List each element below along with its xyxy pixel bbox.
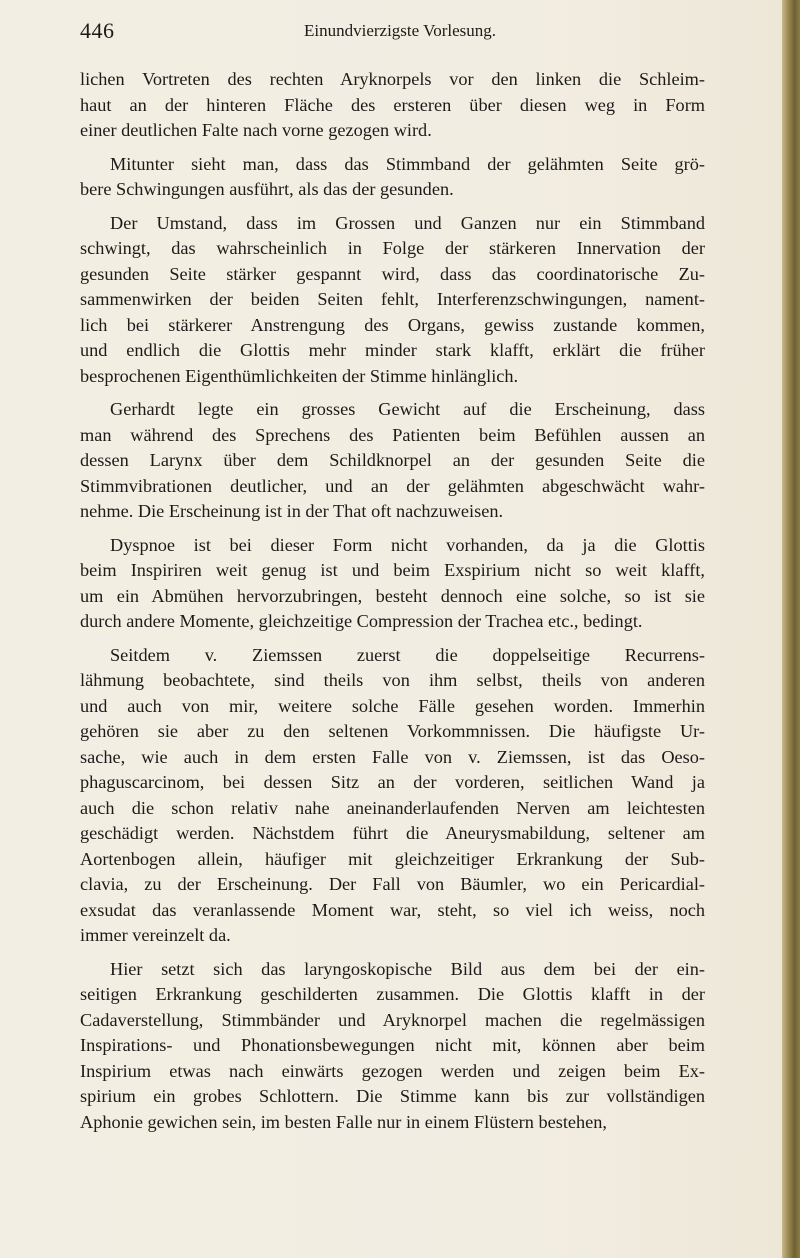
text-line: besprochenen Eigenthümlichkeiten der Stimme hinlänglich. xyxy=(80,365,519,386)
text-line: schwingt, das wahrscheinlich in Folge der stärkeren Innervation der xyxy=(80,238,705,258)
text-line: Mitunter sieht man, dass das Stimmband der gelähmten Seite grö- xyxy=(110,153,705,174)
text-line: Stimmvibrationen deutlicher, und an der gelähmten abgeschwächt wahr- xyxy=(80,475,705,496)
text-line: lichen Vortreten des rechten Aryknorpels vor den linken die Schleim- xyxy=(80,69,705,89)
paragraph-gap xyxy=(80,389,705,397)
paragraph xyxy=(80,643,705,949)
text-line: phaguscarcinom, bei dessen Sitz an der vorderen, seitlichen Wand ja xyxy=(80,772,705,792)
paragraph xyxy=(80,397,705,525)
text-line: clavia, zu der Erscheinung. Der Fall von Bäumler, wo ein Pericardial- xyxy=(80,874,705,894)
text-line: haut an der hinteren Fläche des ersteren über diesen weg in Form xyxy=(80,94,705,115)
text-line: auch die schon relativ nahe aneinanderlaufenden Nerven am leichtesten xyxy=(80,797,705,818)
text-line: nehme. Die Erscheinung ist in der That oft nachzuweisen. xyxy=(80,501,504,521)
paragraph xyxy=(80,211,705,390)
text-line: lähmung beobachtete, sind theils von ihm selbst, theils von anderen xyxy=(80,670,705,690)
paragraph xyxy=(80,152,705,203)
page-header xyxy=(80,18,720,48)
text-line: Dyspnoe ist bei dieser Form nicht vorhanden, da ja die Glottis xyxy=(110,534,705,555)
text-line: gehören sie aber zu den seltenen Vorkommnissen. Die häufigste Ur- xyxy=(80,721,705,741)
text-line: immer vereinzelt da. xyxy=(80,925,231,945)
text-line: Inspirations- und Phonationsbewegungen nicht mit, können aber beim xyxy=(80,1035,705,1055)
text-line: Cadaverstellung, Stimmbänder und Aryknorpel machen die regelmässigen xyxy=(80,1009,705,1030)
text-line: Der Umstand, dass im Grossen und Ganzen nur ein Stimmband xyxy=(110,212,705,233)
page-number: 446 xyxy=(80,18,115,43)
text-line: durch andere Momente, gleichzeitige Compression der Trachea etc., bedingt. xyxy=(80,611,643,631)
paragraph xyxy=(80,533,705,635)
text-line: beim Inspiriren weit genug ist und beim Exspirium nicht so weit klafft, xyxy=(80,560,705,580)
paragraph-gap xyxy=(80,635,705,643)
paragraph-gap xyxy=(80,144,705,152)
paragraph xyxy=(80,67,705,144)
text-line: seitigen Erkrankung geschilderten zusammen. Die Glottis klafft in der xyxy=(80,984,705,1004)
body-text xyxy=(80,67,705,1135)
text-line: Hier setzt sich das laryngoskopische Bild aus dem bei der ein- xyxy=(110,958,705,979)
paragraph-gap xyxy=(80,525,705,533)
text-line: bere Schwingungen ausführt, als das der gesunden. xyxy=(80,179,454,199)
text-line: exsudat das veranlassende Moment war, steht, so viel ich weiss, noch xyxy=(80,899,705,920)
paragraph-gap xyxy=(80,203,705,211)
text-line: spirium ein grobes Schlottern. Die Stimme kann bis zur vollständigen xyxy=(80,1086,705,1106)
text-line: Gerhardt legte ein grosses Gewicht auf die Erscheinung, dass xyxy=(110,399,705,419)
text-line: lich bei stärkerer Anstrengung des Organs, gewiss zustande kommen, xyxy=(80,314,705,335)
text-line: einer deutlichen Falte nach vorne gezogen wird. xyxy=(80,120,432,140)
text-line: sammenwirken der beiden Seiten fehlt, Interferenzschwingungen, nament- xyxy=(80,289,705,309)
paragraph-gap xyxy=(80,949,705,957)
text-line: Aphonie gewichen sein, im besten Falle nur in einem Flüstern bestehen, xyxy=(80,1111,607,1132)
text-line: um ein Abmühen hervorzubringen, besteht dennoch eine solche, so ist sie xyxy=(80,585,705,606)
text-line: und endlich die Glottis mehr minder stark klafft, erklärt die früher xyxy=(80,340,705,360)
text-line: Inspirium etwas nach einwärts gezogen werden und zeigen beim Ex- xyxy=(80,1060,705,1081)
text-line: und auch von mir, weitere solche Fälle gesehen worden. Immerhin xyxy=(80,695,705,716)
running-head: Einundvierzigste Vorlesung. xyxy=(303,21,496,40)
page-binding-edge xyxy=(782,0,800,1258)
text-line: Seitdem v. Ziemssen zuerst die doppelseitige Recurrens- xyxy=(110,644,705,665)
text-line: gesunden Seite stärker gespannt wird, dass das coordinatorische Zu- xyxy=(80,263,705,284)
text-line: Aortenbogen allein, häufiger mit gleichzeitiger Erkrankung der Sub- xyxy=(80,848,705,869)
text-line: dessen Larynx über dem Schildknorpel an der gesunden Seite die xyxy=(80,450,705,470)
text-line: sache, wie auch in dem ersten Falle von v. Ziemssen, ist das Oeso- xyxy=(80,746,705,767)
paragraph xyxy=(80,957,705,1136)
text-line: man während des Sprechens des Patienten beim Befühlen aussen an xyxy=(80,424,705,445)
text-line: geschädigt werden. Nächstdem führt die Aneurysmabildung, seltener am xyxy=(80,823,705,843)
